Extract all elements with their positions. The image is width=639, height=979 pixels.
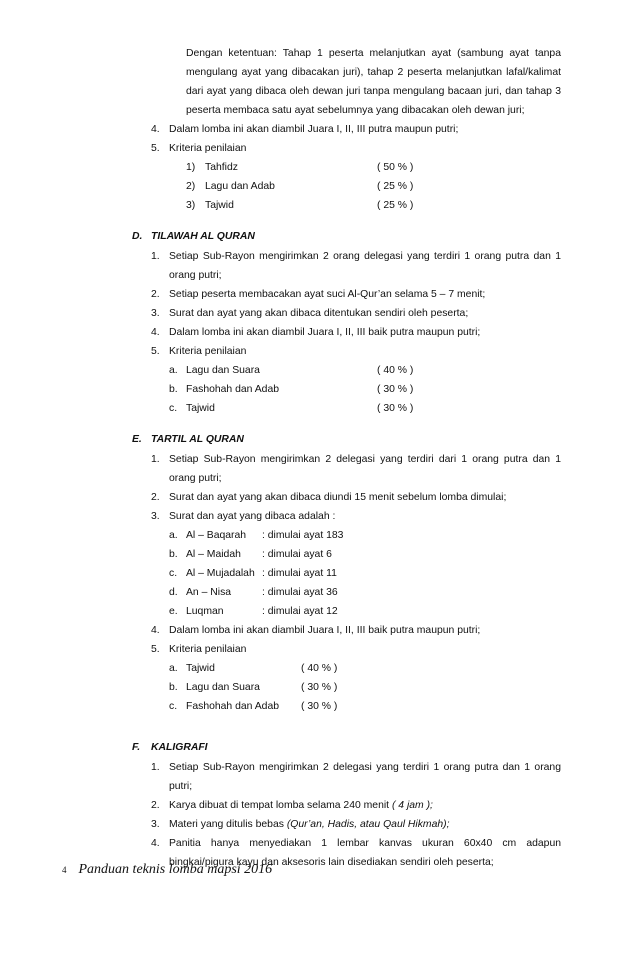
list-item: Dalam lomba ini akan diambil Juara I, II, III baik putra maupun putri; [169,327,481,338]
list-number: 1. [151,454,160,465]
criteria-number: a. [169,365,178,376]
list-item: Kriteria penilaian [169,143,247,154]
list-number: 4. [151,625,160,636]
surah-number: e. [169,606,178,617]
criteria-percent: ( 40 % ) [301,663,338,674]
list-item: Kriteria penilaian [169,644,247,655]
list-item: Dalam lomba ini akan diambil Juara I, II, III baik putra maupun putri; [169,625,481,636]
surah-ayat: : dimulai ayat 183 [262,530,344,541]
list-number: 1. [151,762,160,773]
list-item-continued: putri; [169,781,193,792]
surah-number: b. [169,549,178,560]
list-item-continued: orang putri; [169,270,222,281]
criteria-number: b. [169,682,178,693]
list-item-continued: bingkai/pigura kayu dan aksesoris lain disediakan sendiri oleh peserta; [169,857,494,868]
section-letter: D. [132,231,143,242]
criteria-label: Fashohah dan Adab [186,384,280,395]
list-number: 2. [151,492,160,503]
section-letter: F. [132,742,141,753]
list-item-italic: ( 4 jam ); [391,800,433,811]
criteria-percent: ( 30 % ) [377,384,414,395]
list-number: 4. [151,327,160,338]
criteria-number: c. [169,403,178,414]
footer-title: Panduan teknis lomba mapsi 2016 [78,862,273,877]
list-item: Dalam lomba ini akan diambil Juara I, II, III putra maupun putri; [169,124,459,135]
list-number: 2. [151,800,160,811]
intro-line: peserta membaca satu ayat sebelumnya yang dibacakan oleh dewan juri; [186,105,525,116]
criteria-label: Lagu dan Adab [205,181,275,192]
surah-number: d. [169,587,178,598]
list-number: 2. [151,289,160,300]
list-item-italic: (Qur’an, Hadis, atau Qaul Hikmah); [286,819,450,830]
surah-name: Al – Mujadalah [186,568,255,579]
surah-number: a. [169,530,178,541]
list-item: Setiap peserta membacakan ayat suci Al-Qur’an selama 5 – 7 menit; [169,289,486,300]
page-number: 4 [62,865,67,875]
list-item: Setiap Sub-Rayon mengirimkan 2 delegasi yang terdiri dari 1 orang putra dan 1 [169,454,561,465]
criteria-percent: ( 25 % ) [377,200,414,211]
list-item: Panitia hanya menyediakan 1 lembar kanvas ukuran 60x40 cm adapun [169,838,561,849]
criteria-label: Tajwid [186,403,215,414]
surah-ayat: : dimulai ayat 12 [262,606,338,617]
surah-number: c. [169,568,178,579]
list-number: 5. [151,143,160,154]
section-title: KALIGRAFI [151,742,208,753]
list-item: Surat dan ayat yang akan dibaca ditentukan sendiri oleh peserta; [169,308,469,319]
criteria-percent: ( 30 % ) [377,403,414,414]
section-title: TARTIL AL QURAN [151,434,244,445]
criteria-label: Tahfidz [205,162,238,173]
surah-name: Al – Baqarah [186,530,247,541]
list-number: 5. [151,346,160,357]
list-item-continued: orang putri; [169,473,222,484]
list-number: 3. [151,308,160,319]
list-item-text: Materi yang ditulis bebas [169,819,287,830]
list-number: 4. [151,838,160,849]
criteria-number: 1) [186,162,196,173]
list-number: 5. [151,644,160,655]
list-item: Setiap Sub-Rayon mengirimkan 2 orang delegasi yang terdiri 1 orang putra dan 1 [169,251,561,262]
intro-line: Dengan ketentuan: Tahap 1 peserta melanjutkan ayat (sambung ayat tanpa [186,48,561,59]
criteria-label: Lagu dan Suara [186,365,260,376]
list-number: 1. [151,251,160,262]
criteria-label: Tajwid [205,200,234,211]
list-item: Setiap Sub-Rayon mengirimkan 2 delegasi yang terdiri 1 orang putra dan 1 orang [169,762,561,773]
intro-line: dari ayat yang dibaca oleh dewan juri tanpa mengulang bacaan juri, dan tahap 3 [186,86,561,97]
surah-ayat: : dimulai ayat 6 [262,549,332,560]
criteria-percent: ( 40 % ) [377,365,414,376]
criteria-number: 2) [186,181,196,192]
list-item: Surat dan ayat yang akan dibaca diundi 15 menit sebelum lomba dimulai; [169,492,507,503]
criteria-percent: ( 30 % ) [301,701,338,712]
list-item-text: Karya dibuat di tempat lomba selama 240 menit [169,800,392,811]
criteria-number: 3) [186,200,196,211]
criteria-percent: ( 30 % ) [301,682,338,693]
criteria-percent: ( 50 % ) [377,162,414,173]
list-item: Surat dan ayat yang dibaca adalah : [169,511,336,522]
list-item: Kriteria penilaian [169,346,247,357]
criteria-label: Tajwid [186,663,215,674]
surah-ayat: : dimulai ayat 36 [262,587,338,598]
section-title: TILAWAH AL QURAN [151,231,255,242]
criteria-number: b. [169,384,178,395]
criteria-label: Lagu dan Suara [186,682,260,693]
list-number: 3. [151,511,160,522]
criteria-number: a. [169,663,178,674]
surah-ayat: : dimulai ayat 11 [262,568,337,579]
criteria-label: Fashohah dan Adab [186,701,280,712]
intro-line: mengulang ayat yang dibacakan juri), tahap 2 peserta melanjutkan lafal/kalimat [186,67,561,78]
criteria-number: c. [169,701,178,712]
surah-name: Al – Maidah [186,549,241,560]
section-letter: E. [132,434,142,445]
list-number: 4. [151,124,160,135]
criteria-percent: ( 25 % ) [377,181,414,192]
list-number: 3. [151,819,160,830]
surah-name: An – Nisa [186,587,232,598]
page-footer [62,862,272,878]
surah-name: Luqman [186,606,224,617]
